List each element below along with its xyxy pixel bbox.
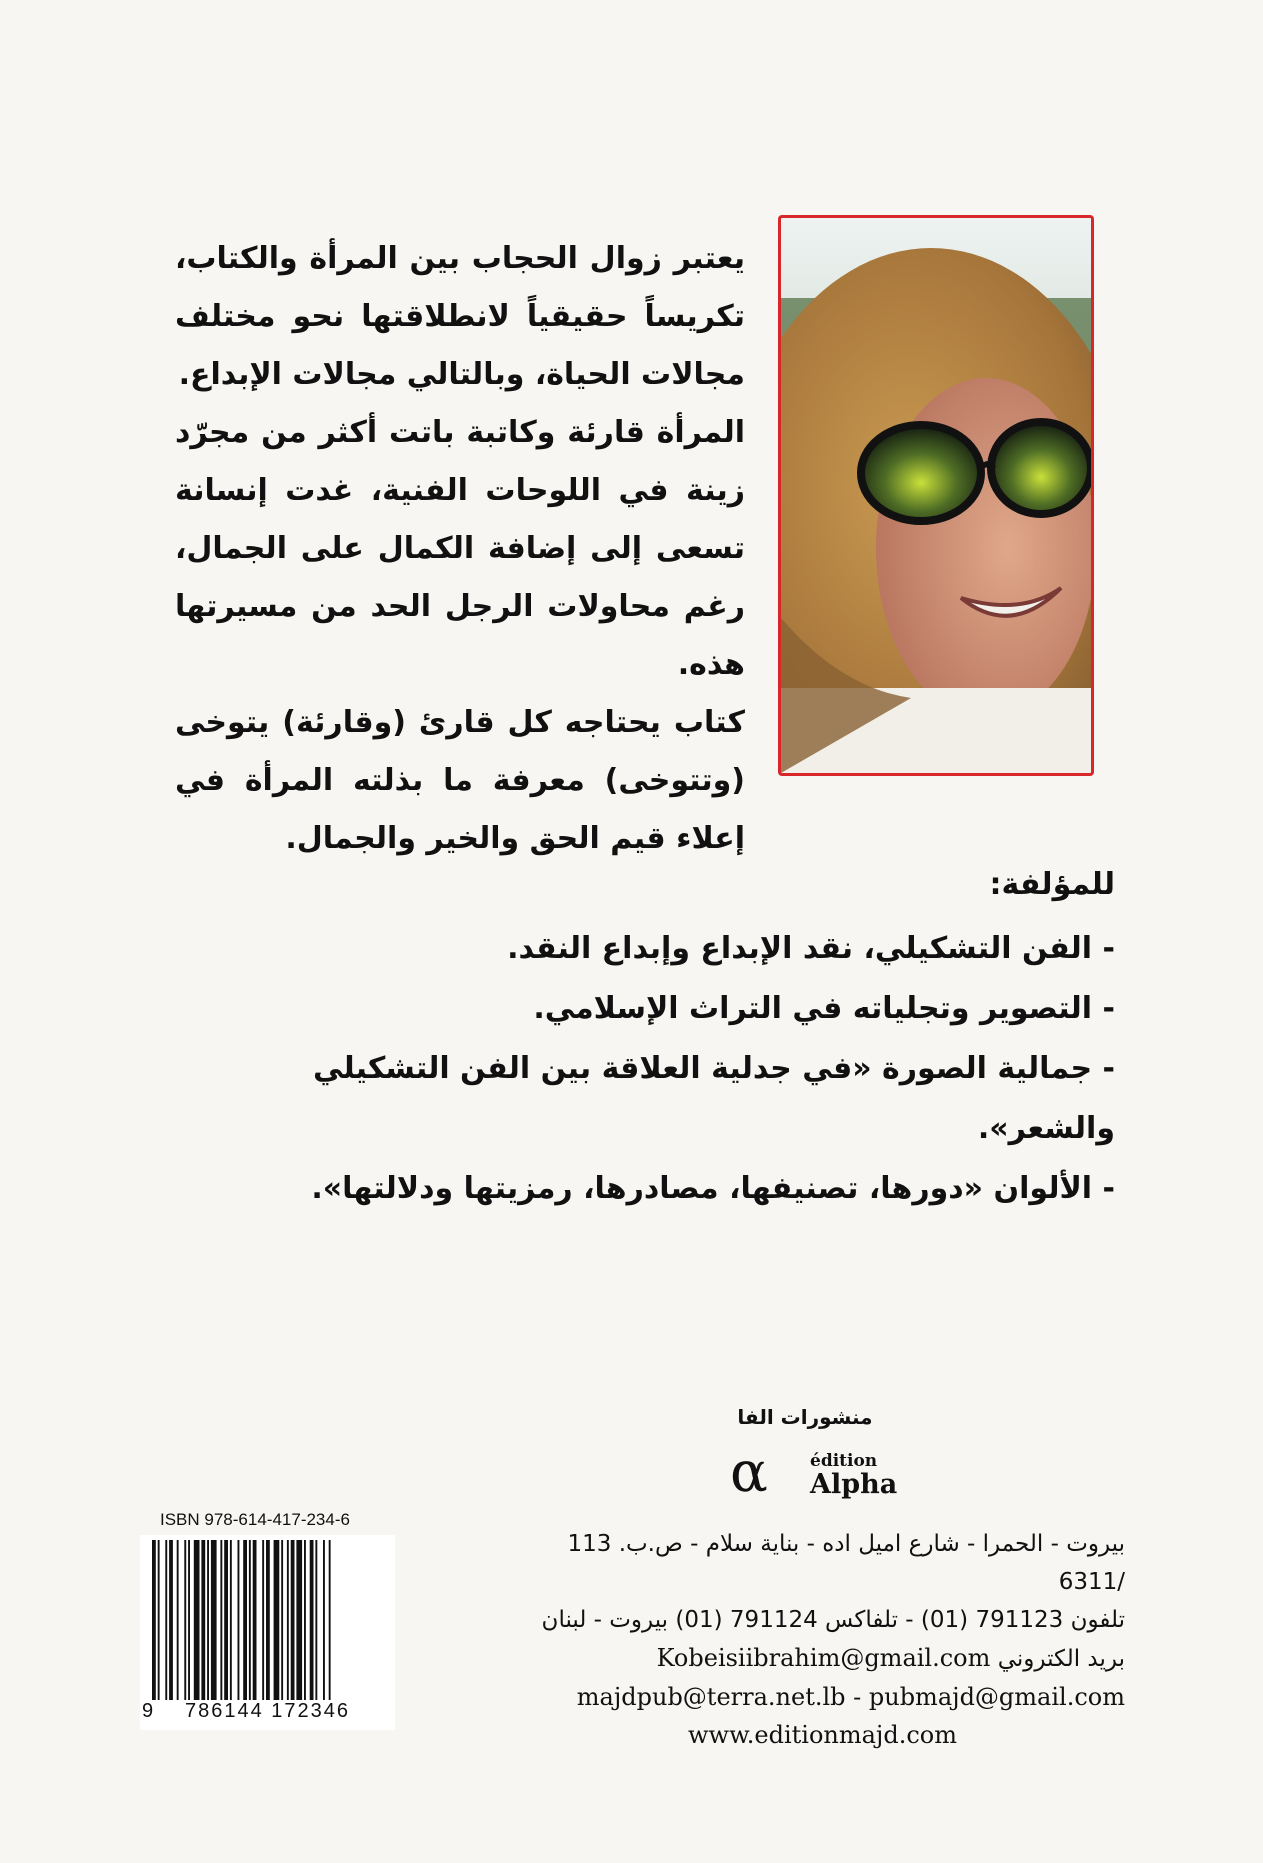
barcode-number: 786144 172346 [184,1700,351,1722]
barcode-lead-digit: 9 [142,1700,156,1722]
blurb-paragraph-1: يعتبر زوال الحجاب بين المرأة والكتاب، تكريساً حقيقياً لانطلاقتها نحو مختلف مجالات الحياة، وبالتالي مجالات الإبداع. [175,241,745,392]
works-list [180,919,1115,1219]
publisher-contact [520,1525,1125,1754]
publisher-phone: تلفون 791123 (01) - تلفاكس 791124 (01) بيروت - لبنان [541,1607,1125,1633]
works-list-item: - جمالية الصورة «في جدلية العلاقة بين الفن التشكيلي والشعر». [180,1039,1115,1159]
isbn-label: ISBN 978-614-417-234-6 [160,1510,350,1529]
publisher-address: بيروت - الحمرا - شارع اميل اده - بناية سلام - ص.ب. 113 /6311 [567,1531,1125,1595]
email-label: بريد الكتروني [997,1646,1125,1672]
works-list-item: - التصوير وتجلياته في التراث الإسلامي. [180,979,1115,1039]
alpha-logo-icon: α [730,1440,768,1505]
email-secondary: majdpub@terra.net.lb - pubmajd@gmail.com [576,1683,1125,1711]
works-heading: للمؤلفة: [989,867,1115,902]
publisher-logo [730,1440,910,1507]
publisher-website: www.editionmajd.com [687,1721,958,1749]
barcode-digits [140,1700,395,1723]
works-list-item: - الفن التشكيلي، نقد الإبداع وإبداع النقد. [180,919,1115,979]
author-works [180,855,1115,1219]
publisher-name-arabic: منشورات الفا [737,1405,873,1429]
logo-edition-text: édition [810,1451,878,1471]
author-portrait-image [781,218,1091,773]
logo-alpha-text: Alpha [810,1469,898,1500]
author-photo [778,215,1094,776]
publisher-email-row [520,1639,1125,1678]
blurb-paragraph-2: المرأة قارئة وكاتبة باتت أكثر من مجرّد زينة في اللوحات الفنية، غدت إنسانة تسعى إلى إضافة الكمال على الجمال، رغم محاولات الرجل الحد من مسيرتها هذه. [175,415,745,682]
back-cover-blurb [175,230,745,868]
blurb-paragraph-3: كتاب يحتاجه كل قارئ (وقارئة) يتوخى (وتتوخى) معرفة ما بذلته المرأة في إعلاء قيم الحق والخير والجمال. [175,705,745,856]
email-primary: Kobeisiibrahim@gmail.com [656,1644,991,1672]
works-list-item: - الألوان «دورها، تصنيفها، مصادرها، رمزيتها ودلالتها». [180,1159,1115,1219]
